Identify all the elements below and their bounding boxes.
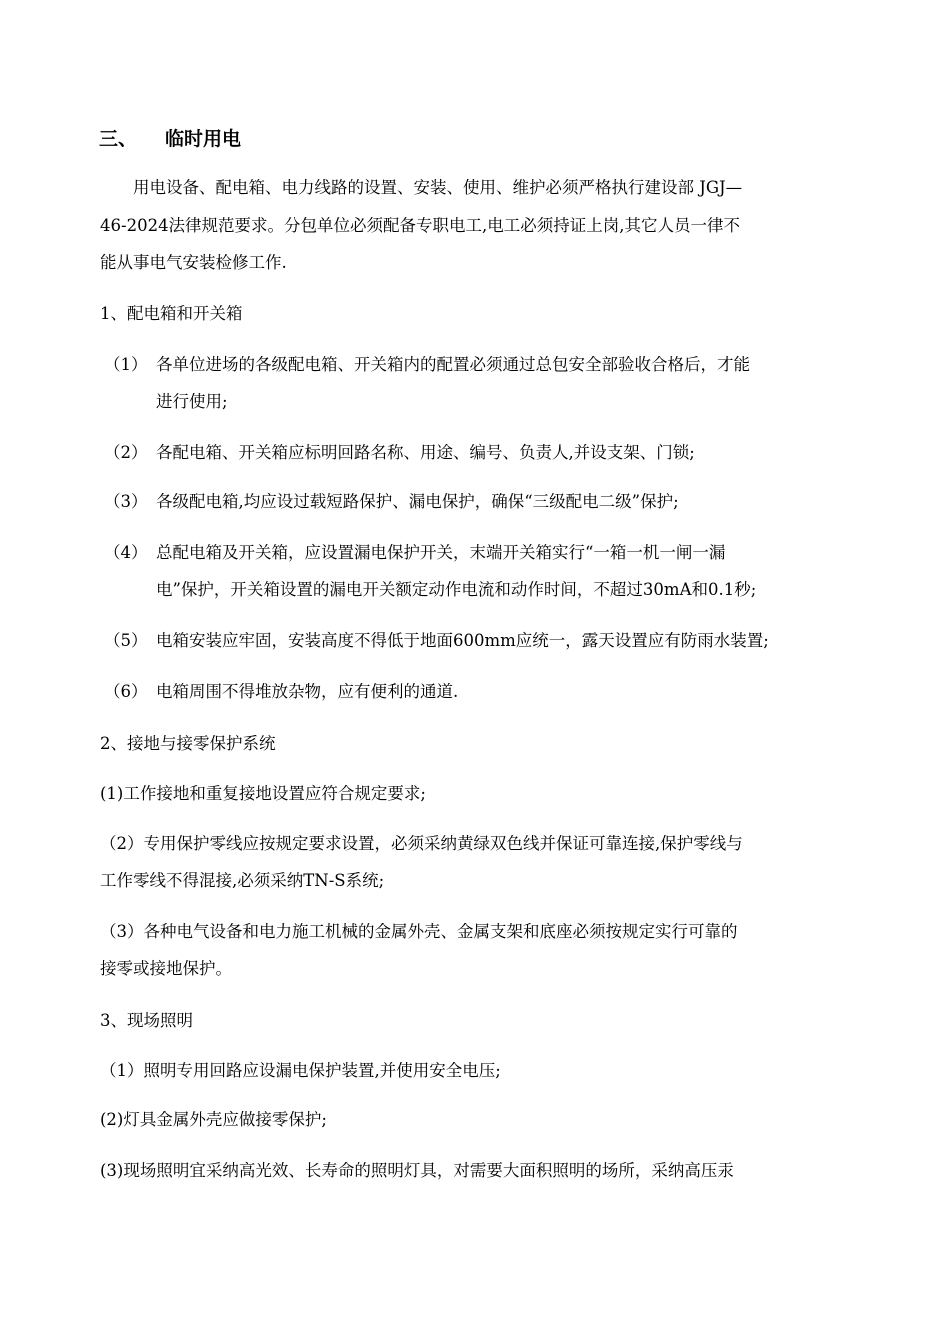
- list-item: [100, 1155, 734, 1186]
- item-text: 电”保护，开关箱设置的漏电开关额定动作电流和动作时间，不超过30mA和0.1秒;: [156, 580, 757, 599]
- intro-paragraph-cont: [100, 210, 740, 278]
- item-text: 电箱安装应牢固，安装高度不得低于地面600mm应统一，露天设置应有防雨水装置;: [156, 631, 769, 650]
- section-number: 三、: [99, 128, 138, 150]
- item-marker: （3）: [104, 492, 148, 511]
- item-text: （2）专用保护零线应按规定要求设置，必须采纳黄绿双色线并保证可靠连接,保护零线与: [100, 834, 743, 853]
- item-text: （1）照明专用回路应设漏电保护装置,并使用安全电压;: [100, 1061, 501, 1080]
- list-item: [104, 625, 769, 656]
- list-item: [104, 676, 458, 707]
- list-item: [100, 778, 426, 809]
- item-text: (1)工作接地和重复接地设置应符合规定要求;: [100, 784, 426, 803]
- list-item: [104, 349, 750, 417]
- intro-paragraph: [133, 172, 742, 203]
- item-text: （3）各种电气设备和电力施工机械的金属外壳、金属支架和底座必须按规定实行可靠的: [100, 922, 738, 941]
- item-marker: （2）: [104, 443, 148, 462]
- item-text: 接零或接地保护。: [100, 959, 232, 978]
- item-text: (2)灯具金属外壳应做接零保护;: [100, 1110, 327, 1129]
- subsection-title-3: 3、现场照明: [100, 1011, 193, 1030]
- item-text: 总配电箱及开关箱，应设置漏电保护开关，末端开关箱实行“一箱一机一闸一漏: [156, 543, 726, 562]
- list-item: [100, 828, 743, 896]
- item-marker: （6）: [104, 682, 148, 701]
- item-text: 电箱周围不得堆放杂物，应有便利的通道.: [156, 682, 459, 701]
- intro-line: 能从事电气安装检修工作.: [100, 253, 287, 272]
- item-text: 进行使用;: [156, 392, 228, 411]
- list-item: [104, 486, 679, 517]
- item-text: 各级配电箱,均应设过载短路保护、漏电保护，确保“三级配电二级”保护;: [156, 492, 679, 511]
- section-title: 临时用电: [165, 128, 242, 150]
- list-item: [100, 1104, 327, 1135]
- intro-line: 用电设备、配电箱、电力线路的设置、安装、使用、维护必须严格执行建设部 JGJ—: [133, 178, 743, 197]
- item-marker: （5）: [104, 631, 148, 650]
- list-item: [104, 537, 756, 605]
- item-text: 各配电箱、开关箱应标明回路名称、用途、编号、负责人,并设支架、门锁;: [156, 443, 695, 462]
- list-item: [104, 437, 695, 468]
- item-text: 各单位进场的各级配电箱、开关箱内的配置必须通过总包安全部验收合格后，才能: [156, 355, 750, 374]
- subsection-title-2: 2、接地与接零保护系统: [100, 734, 276, 753]
- item-marker: （1）: [104, 355, 148, 374]
- intro-line: 46-2024法律规范要求。分包单位必须配备专职电工,电工必须持证上岗,其它人员一律不: [100, 216, 741, 235]
- subsection-title-1: 1、配电箱和开关箱: [100, 304, 243, 323]
- section-heading: [99, 124, 241, 151]
- item-text: (3)现场照明宜采纳高光效、长寿命的照明灯具，对需要大面积照明的场所，采纳高压汞: [100, 1161, 734, 1180]
- item-text: 工作零线不得混接,必须采纳TN-S系统;: [100, 871, 385, 890]
- list-item: [100, 916, 738, 984]
- item-marker: （4）: [104, 543, 148, 562]
- list-item: [100, 1055, 501, 1086]
